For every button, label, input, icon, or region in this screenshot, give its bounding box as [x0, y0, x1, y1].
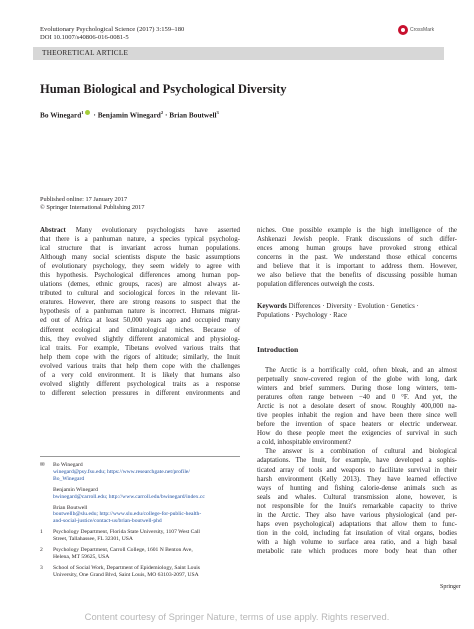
author-affiliation-mark: 3 — [216, 110, 219, 115]
text-line: metabolic rate which produces more body heat than other — [257, 546, 457, 555]
affiliation-mark: 2 — [40, 547, 43, 554]
paper-title: Human Biological and Psychological Diversity — [40, 82, 287, 96]
author-separator: · — [165, 110, 168, 120]
contact-name: Brian Boutwell — [53, 504, 88, 511]
keywords-label: Keywords — [257, 303, 287, 310]
contact-link[interactable]: bwinegard@carroll.edu; http://www.carroll.edu/bwinegard/index.cc — [53, 493, 205, 500]
text-line: peratures often range between −40 and 0 °F. And yet, the — [257, 393, 457, 402]
text-line: niches. One possible example is the high intelligence of the — [257, 226, 457, 234]
text-line: Ashkenazi Jewish people. Frank discussions of such differ- — [257, 235, 457, 244]
abstract — [40, 226, 240, 398]
text-line: The Arctic is a horrifically cold, often bleak, and an almost — [265, 366, 457, 374]
author-name[interactable]: Brian Boutwell — [169, 110, 217, 120]
keywords — [257, 302, 457, 320]
text-line: concerns in the past. We understand those ethical concerns — [257, 253, 457, 262]
contact-name: Benjamin Winegard — [53, 486, 98, 493]
abstract-continued — [257, 226, 457, 289]
author-separator: · — [93, 110, 96, 120]
text-line: winters and brief summers. During those long winters, tem- — [257, 384, 457, 393]
corresponding-contact — [40, 462, 245, 483]
text-line: ical traits. For example, Tibetans evolved various traits that — [40, 343, 240, 352]
copyright: © Springer International Publishing 2017 — [40, 204, 145, 211]
text-line: How do these people meet the exigencies of survival in such — [257, 429, 457, 438]
text-line: hypothesis of a panhuman nature is incorrect. Humans migrat- — [40, 307, 240, 316]
article-type: THEORETICAL ARTICLE — [42, 49, 129, 57]
author-list — [40, 110, 219, 119]
footnotes — [40, 462, 245, 583]
envelope-icon: ✉ — [40, 462, 45, 468]
text-line: Although many social scientists dispute the basic assumptions — [40, 253, 240, 262]
published-online: Published online: 17 January 2017 — [40, 196, 128, 203]
text-line: perpetually snow-covered region of the globe with long, dark — [257, 375, 457, 384]
text-line: that there is a panhuman nature, a species typical psycholog- — [40, 235, 240, 244]
text-line: tributed to cultural and sociological forces in the relevant lit- — [40, 289, 240, 298]
author-affiliation-mark: 1 — [81, 110, 84, 115]
text-line: ed out of Africa at least 50,000 years ago and occupied many — [40, 316, 240, 325]
affiliation-line: Psychology Department, Carroll College, 1601 N Benton Ave, — [53, 547, 193, 554]
affiliation-line: Psychology Department, Florida State University, 1107 West Call — [53, 529, 200, 536]
text-line: eratures. However, there are strong reasons to suspect that the — [40, 298, 240, 307]
text-line: adaptations. The Inuit, for example, have developed a sophis- — [257, 456, 457, 465]
text-line: haps even psychological) adaptations that allow them to func- — [257, 519, 457, 528]
text-line: evolved various traits that help them cope with the challenges — [40, 361, 240, 370]
crossmark-icon — [398, 25, 408, 35]
contact — [40, 487, 245, 501]
crossmark-badge[interactable] — [398, 24, 442, 36]
text-line: ences among human groups have provoked strong ethical — [257, 244, 457, 253]
text-line: not responsible for the Inuit's remarkable capacity to thrive — [257, 501, 457, 510]
affiliation-line: University, One Grand Blvd, Saint Louis, MO 63103-2097, USA — [53, 571, 199, 578]
contact-link[interactable]: boutwellb@slu.edu; http://www.slu.edu/college-for-public-health- — [53, 511, 202, 518]
text-line: different ecological and climatological niches. Because of — [40, 325, 240, 334]
text-line: in the Arctic. They also have various physiological (and per- — [257, 510, 457, 519]
author-name[interactable]: Benjamin Winegard — [97, 110, 161, 120]
intro-body — [257, 366, 457, 556]
contact-name: Bo Winegard — [53, 462, 83, 468]
text-line: of evolutionary psychology, they seem widely to agree with — [40, 262, 240, 271]
text-line: this, they evolved slightly different anatomical and physiolog- — [40, 334, 240, 343]
text-line: population differences outweigh the costs. — [257, 280, 375, 289]
text-line: The answer is a combination of cultural and biological — [265, 447, 457, 456]
journal-citation: Evolutionary Psychological Science (2017) 3:159–180 — [40, 26, 185, 33]
affiliation — [40, 547, 245, 561]
text-line: ical structure that is invariant across human populations. — [40, 244, 240, 253]
contact-link[interactable]: and-social-justice/contact-us/brian-boutwell-phd — [53, 518, 162, 525]
courtesy-notice: Content courtesy of Springer Nature, terms of use apply. Rights reserved. — [84, 611, 390, 622]
crossmark-label: CrossMark — [410, 27, 435, 33]
affiliation-line: School of Social Work, Department of Epidemiology, Saint Louis — [53, 564, 200, 571]
contact-link[interactable]: winegard@psy.fsu.edu; https://www.researchgate.net/profile/ — [53, 468, 190, 475]
text-line: Arctic is not a desolate desert of snow. Roughly 400,000 na- — [257, 402, 457, 411]
affiliation — [40, 565, 245, 579]
keywords-line: Differences · Diversity · Evolution · Genetics · — [288, 303, 419, 310]
affiliation-mark: 3 — [40, 564, 43, 571]
text-line: this hypothesis. Psychological differences among human pop- — [40, 271, 240, 280]
affiliation-mark: 1 — [40, 529, 43, 536]
text-line: to different selection pressures in different environments and — [40, 388, 240, 397]
author-affiliation-mark: 2 — [160, 110, 164, 115]
text-line: evolved slightly different psychological traits as a response — [40, 379, 240, 388]
keywords-line: Populations · Psychology · Race — [257, 312, 347, 319]
text-line: tive peoples inhabit the region and have been there since well — [257, 411, 457, 420]
section-heading: Introduction — [257, 345, 299, 354]
text-line: ways of hunting and fishing calorie-dense animals such as — [257, 483, 457, 492]
text-line: and believe that it is important to address them. However, — [257, 262, 457, 271]
text-line: a cold, inhospitable environment? — [257, 438, 352, 447]
affiliation-line: Street, Tallahassee, FL 32301, USA — [53, 536, 133, 543]
text-line: help them cope with the rigors of altitude; similarly, the Inuit — [40, 352, 240, 361]
publisher-mark: Springer — [440, 584, 461, 590]
author-name[interactable]: Bo Winegard — [40, 110, 82, 120]
text-line: with a high volume to surface area ratio, and a high basal — [257, 537, 457, 546]
text-line: Abstract Many evolutionary psychologists have asserted — [40, 226, 240, 234]
footnote-divider — [40, 456, 240, 457]
text-line: of a very cold environment. It is likely that humans also — [40, 370, 240, 379]
publication-info — [40, 196, 144, 212]
text-line: seals and whales. Cultural transmission alone, however, is — [257, 492, 457, 501]
affiliation — [40, 529, 245, 543]
contact-link[interactable]: Bo_Winegard — [53, 475, 85, 482]
text-line: before the invention of space heaters or electric underwear. — [257, 420, 457, 429]
doi[interactable]: DOI 10.1007/s40806-016-0081-5 — [40, 34, 129, 41]
text-line: ulations (demes, ethnic groups, races) are almost always at- — [40, 280, 240, 289]
orcid-icon[interactable] — [85, 110, 90, 115]
text-line: tion in the cold, including fat insulation of vital organs, bodies — [257, 528, 457, 537]
text-line: we also believe that the benefits of discussing possible human — [257, 271, 457, 280]
text-line: ticated array of tools and weapons to facilitate survival in their — [257, 465, 457, 474]
affiliation-line: Helena, MT 59625, USA — [53, 553, 110, 560]
contact — [40, 505, 245, 526]
text-line: harsh environment (Kelly 2013). They have learned effective — [257, 474, 457, 483]
